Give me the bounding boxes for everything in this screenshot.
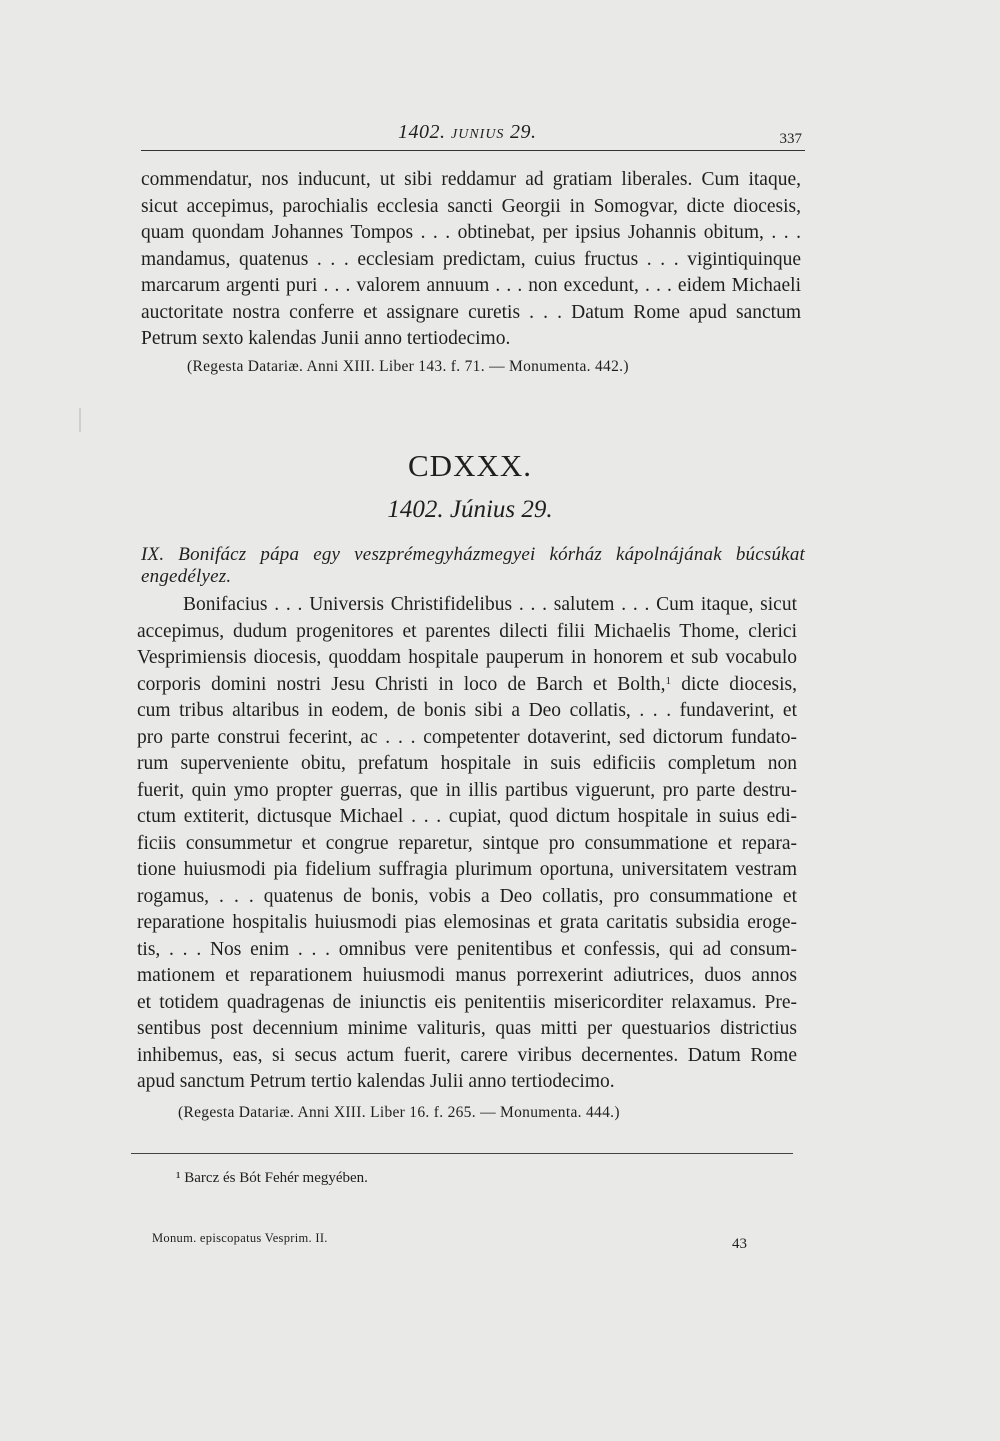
footnote: ¹ Barcz és Bót Fehér megyében. [176, 1170, 368, 1186]
header-rule [141, 150, 805, 151]
footnote-rule [131, 1153, 793, 1154]
text-line: et totidem quadragenas de iniunctis eis penitentiis misericorditer relaxamus. Pre- [137, 991, 797, 1013]
text-line: apud sanctum Petrum tertio kalendas Julii anno tertiodecimo. [137, 1071, 615, 1092]
text-line: rogamus, . . . quatenus de bonis, vobis a Deo collatis, pro consummatione et [137, 885, 797, 907]
text-line: cum tribus altaribus in eodem, de bonis sibi a Deo collatis, . . . fundaverint, et [137, 700, 797, 721]
text-line: rum superveniente obitu, prefatum hospitale in suis edificiis completum non [137, 753, 797, 774]
text-line: commendatur, nos inducunt, ut sibi reddamur ad gratiam liberales. Cum itaque, [141, 169, 801, 190]
running-head [398, 121, 536, 144]
document-date: 1402. Június 29. [387, 496, 553, 523]
text-line: mationem et reparationem huiusmodi manus porrexerint adiutrices, duos annos [137, 965, 797, 986]
text-line: marcarum argenti puri . . . valorem annuum . . . non excedunt, . . . eidem Michaeli [141, 275, 801, 296]
text-line: quam quondam Johannes Tompos . . . obtinebat, per ipsius Johannis obitum, . . . [141, 222, 801, 243]
text-line: reparatione hospitalis huiusmodi pias elemosinas et grata caritatis subsidia eroge- [137, 912, 797, 933]
continued-paragraph [141, 167, 801, 353]
text-line: Bonifacius . . . Universis Christifidelibus . . . salutem . . . Cum itaque, sicut [183, 594, 797, 615]
source-reference: (Regesta Datariæ. Anni XIII. Liber 143. f. 71. — Monumenta. 442.) [187, 358, 629, 375]
text-line: tione huiusmodi pia fidelium suffragia plurimum oportuna, universitatem vestram [137, 859, 797, 880]
source-reference: (Regesta Datariæ. Anni XIII. Liber 16. f. 265. — Monumenta. 444.) [178, 1104, 620, 1121]
running-head-month: JUNIUS [451, 127, 505, 142]
text-line: sicut accepimus, parochialis ecclesia sancti Georgii in Somogvar, dicte diocesis, [141, 195, 801, 217]
text-line: pro parte construi fecerint, ac . . . competenter dotaverint, sed dictorum fundato- [137, 726, 797, 748]
text-line: tis, . . . Nos enim . . . omnibus vere penitentibus et confessis, qui ad consum- [137, 938, 797, 960]
text-line: fuerit, quin ymo propter guerras, que in illis partibus viguerunt, pro parte destru- [137, 779, 797, 801]
text-line: sentibus post decennium minime valituris, quas mitti per questuarios districtius [137, 1018, 797, 1039]
text-line: ficiis consummetur et congrue reparetur, sintque pro consummatione et repara- [137, 832, 797, 854]
text-line: auctoritate nostra conferre et assignare curetis . . . Datum Rome apud sanctum [141, 301, 801, 323]
text-line: mandamus, quatenus . . . ecclesiam predictam, cuius fructus . . . vigintiquinque [141, 248, 801, 270]
document-number: CDXXX. [408, 448, 532, 483]
text-fragment: corporis domini nostri Jesu Christi in loco de Barch et Bolth, [137, 673, 666, 695]
document-summary: IX. Bonifácz pápa egy veszprémegyházmegyei kórház kápolnájának búcsúkat engedélyez. [141, 544, 805, 587]
running-head-day: 29. [509, 121, 537, 143]
text-line: Vesprimiensis diocesis, quoddam hospitale pauperum in honorem et sub vocabulo [137, 647, 797, 668]
sheet-number: 43 [732, 1236, 747, 1252]
text-line [137, 672, 797, 699]
scan-mark [79, 408, 81, 432]
text-line: accepimus, dudum progenitores et parentes dilecti filii Michaelis Thome, clerici [137, 620, 797, 642]
text-fragment: dicte diocesis, [681, 673, 798, 695]
footnote-marker: 1 [665, 674, 671, 687]
page-number: 337 [779, 131, 802, 147]
document-body [137, 592, 797, 1096]
text-line: inhibemus, eas, si secus actum fuerit, carere viribus decernentes. Datum Rome [137, 1044, 797, 1066]
text-line: ctum extiterit, dictusque Michael . . . cupiat, quod dictum hospitale in suius edi- [137, 806, 797, 827]
running-head-year: 1402. [398, 121, 446, 143]
signature-mark: Monum. episcopatus Vesprim. II. [152, 1231, 328, 1245]
text-line: Petrum sexto kalendas Junii anno tertiodecimo. [141, 328, 511, 349]
